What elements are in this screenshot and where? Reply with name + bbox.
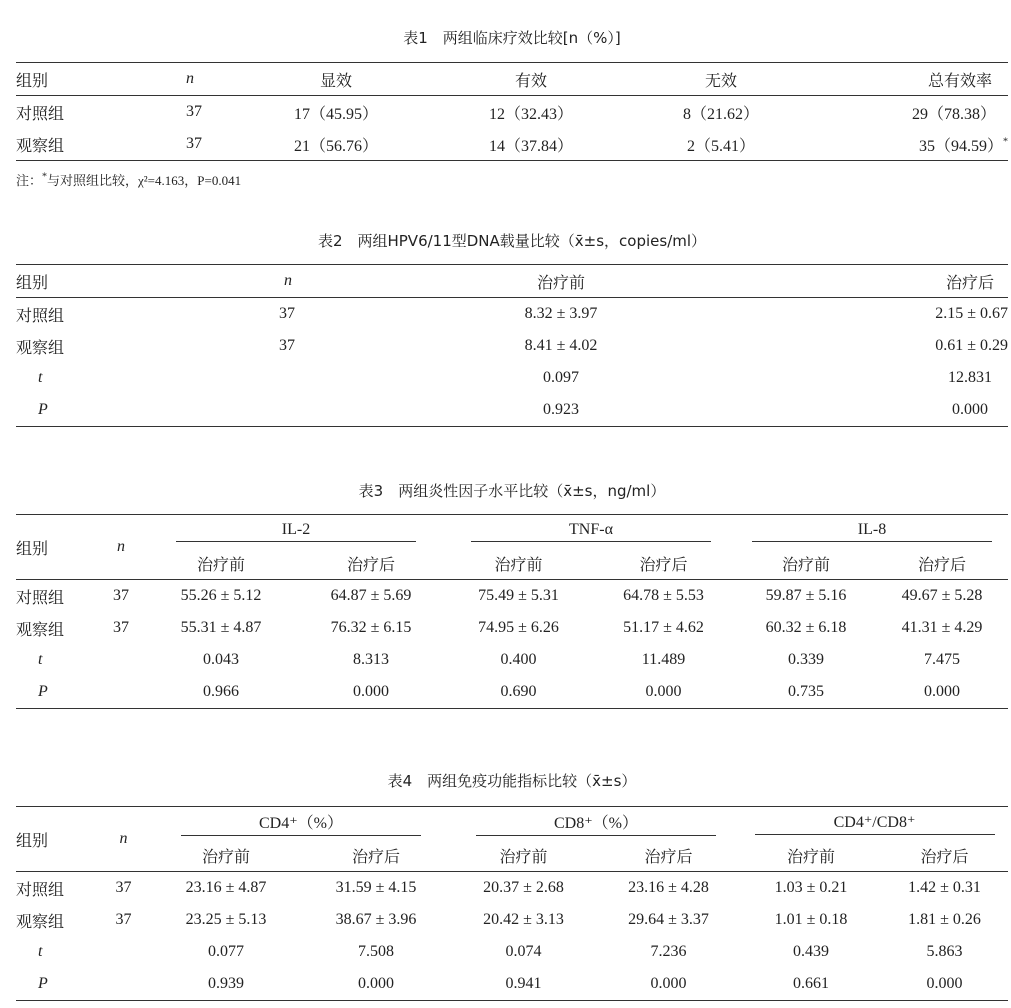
table-row xyxy=(16,394,1008,427)
group-label: CD4⁺（%） xyxy=(181,810,421,836)
sub-header: 治疗后 xyxy=(876,547,1008,580)
table-cell: t xyxy=(38,943,43,960)
sub-header: 治疗前 xyxy=(146,547,296,580)
col-header: 组别 xyxy=(16,63,146,96)
table-cell: 0.043 xyxy=(203,651,239,668)
table-cell: 55.26 ± 5.12 xyxy=(180,587,262,604)
table-row xyxy=(16,904,1008,936)
table-cell: 64.87 ± 5.69 xyxy=(330,587,412,604)
table-cell: 12.831 xyxy=(948,369,992,386)
table-cell: 37 xyxy=(115,911,132,928)
table-row xyxy=(16,330,1008,362)
sub-header: 治疗前 xyxy=(741,839,881,872)
table-cell: 51.17 ± 4.62 xyxy=(623,619,704,636)
table-cell: 7.508 xyxy=(358,943,394,960)
table1-note xyxy=(16,170,241,189)
table-cell xyxy=(96,968,151,1001)
table-cell: 0.000 xyxy=(358,975,394,992)
sub-header: 治疗前 xyxy=(151,839,301,872)
table4 xyxy=(16,806,1008,1001)
table-cell: 0.339 xyxy=(788,651,824,668)
table-subheader-row xyxy=(16,839,1008,872)
note-mark: * xyxy=(42,171,48,183)
table-cell: 0.077 xyxy=(208,943,244,960)
table-header-row xyxy=(16,807,1008,840)
table-cell: 59.87 ± 5.16 xyxy=(765,587,847,604)
table-cell: 55.31 ± 4.87 xyxy=(180,619,262,636)
table-row xyxy=(16,298,1008,331)
table1 xyxy=(16,62,1008,161)
col-header: n xyxy=(246,265,366,298)
table-cell: 0.939 xyxy=(208,975,244,992)
table-cell: 14（37.84） xyxy=(436,128,626,161)
table-cell: 37 xyxy=(279,305,295,322)
table3-caption: 表3 两组炎性因子水平比较（x̄±s，ng/ml） xyxy=(358,482,666,500)
table-cell: 0.941 xyxy=(505,975,542,992)
table3 xyxy=(16,514,1008,709)
table-cell: 75.49 ± 5.31 xyxy=(478,587,559,604)
table-cell xyxy=(816,128,1008,161)
sub-header: 治疗前 xyxy=(451,839,596,872)
col-header: n xyxy=(96,807,151,872)
table-cell: 8（21.62） xyxy=(682,105,759,123)
table-cell: 38.67 ± 3.96 xyxy=(335,911,417,928)
col-group-header xyxy=(736,515,1008,548)
table-cell: 0.097 xyxy=(543,369,579,386)
table-cell: P xyxy=(38,683,48,700)
table-cell: 21（56.76） xyxy=(236,128,436,161)
table-cell: 0.439 xyxy=(793,943,829,960)
table-cell: 23.16 ± 4.28 xyxy=(628,879,709,896)
table-cell: 0.690 xyxy=(500,683,537,700)
table-cell: 2.15 ± 0.67 xyxy=(935,305,1008,322)
sub-header: 治疗后 xyxy=(881,839,1008,872)
table-cell: 对照组 xyxy=(16,879,65,899)
col-group-header xyxy=(151,807,451,840)
table-cell: 29（78.38） xyxy=(911,105,996,123)
table-row xyxy=(16,580,1008,613)
table-cell: 37 xyxy=(146,128,236,161)
significance-mark: * xyxy=(1003,136,1008,148)
table-cell: 观察组 xyxy=(16,128,146,161)
table-cell: 1.42 ± 0.31 xyxy=(908,879,981,896)
table-header-row xyxy=(16,515,1008,548)
table-header-row xyxy=(16,63,1008,96)
table-cell: 74.95 ± 6.26 xyxy=(478,619,559,636)
sub-header: 治疗后 xyxy=(301,839,451,872)
table-cell: 37 xyxy=(113,587,129,604)
table-cell: 17（45.95） xyxy=(293,105,378,123)
group-label: CD4⁺/CD8⁺ xyxy=(755,812,995,835)
table-row xyxy=(16,612,1008,644)
table-cell xyxy=(96,936,151,968)
table-cell: 7.236 xyxy=(650,943,687,960)
table-cell: 2（5.41） xyxy=(626,128,816,161)
table-cell: 37 xyxy=(279,337,295,354)
table-cell: 76.32 ± 6.15 xyxy=(330,619,412,636)
table-cell: t xyxy=(38,651,43,668)
table-cell: 0.000 xyxy=(924,683,960,700)
table-cell: 29.64 ± 3.37 xyxy=(628,911,709,928)
table-cell: 41.31 ± 4.29 xyxy=(901,619,983,636)
table-cell: 0.000 xyxy=(952,401,988,418)
table-cell: 31.59 ± 4.15 xyxy=(335,879,417,896)
table-cell: 23.25 ± 5.13 xyxy=(185,911,267,928)
table-header-row xyxy=(16,265,1008,298)
note-prefix: 注： xyxy=(16,173,43,188)
group-label: TNF-α xyxy=(471,521,711,542)
table-cell: 0.735 xyxy=(788,683,824,700)
table-cell: 0.966 xyxy=(203,683,239,700)
table-cell xyxy=(96,644,146,676)
table-cell: 49.67 ± 5.28 xyxy=(901,587,983,604)
col-header: 有效 xyxy=(436,63,626,96)
note-text: 与对照组比较，χ²=4.163，P=0.041 xyxy=(47,173,242,188)
table-cell: 37 xyxy=(186,103,202,120)
table-cell: 20.37 ± 2.68 xyxy=(483,879,564,896)
table-cell: 8.313 xyxy=(353,651,389,668)
sub-header: 治疗后 xyxy=(591,547,736,580)
table-row xyxy=(16,936,1008,968)
col-header: n xyxy=(146,63,236,96)
table-cell: 对照组 xyxy=(16,305,65,325)
col-header: 总有效率 xyxy=(816,63,1008,96)
sub-header: 治疗后 xyxy=(296,547,446,580)
col-header: 显效 xyxy=(236,63,436,96)
table-cell xyxy=(246,394,366,427)
table1-caption: 表1 两组临床疗效比较[n（%）] xyxy=(403,29,621,47)
table-cell: 0.661 xyxy=(793,975,829,992)
table-cell: 20.42 ± 3.13 xyxy=(483,911,564,928)
sub-header: 治疗前 xyxy=(446,547,591,580)
table-row xyxy=(16,128,1008,161)
table-row xyxy=(16,644,1008,676)
table-cell: 1.81 ± 0.26 xyxy=(908,911,981,928)
table-cell: 0.923 xyxy=(543,401,579,418)
table-subheader-row xyxy=(16,547,1008,580)
table-cell: 对照组 xyxy=(16,587,65,607)
table4-caption: 表4 两组免疫功能指标比较（x̄±s） xyxy=(387,772,637,790)
table-cell: 8.32 ± 3.97 xyxy=(524,305,598,322)
table-cell: 观察组 xyxy=(16,911,65,931)
col-header: 组别 xyxy=(16,515,96,580)
table-cell: 8.41 ± 4.02 xyxy=(524,337,598,354)
table-cell: 观察组 xyxy=(16,337,65,357)
table-cell: 5.863 xyxy=(926,943,963,960)
table-cell: 0.400 xyxy=(500,651,537,668)
table-cell: 0.61 ± 0.29 xyxy=(935,337,1008,354)
table-cell: 0.000 xyxy=(645,683,682,700)
table2-caption: 表2 两组HPV6/11型DNA载量比较（x̄±s，copies/ml） xyxy=(317,232,707,250)
table-row xyxy=(16,362,1008,394)
table-cell: 对照组 xyxy=(16,103,65,123)
table-row xyxy=(16,676,1008,709)
col-header: 治疗后 xyxy=(826,265,1008,298)
col-header: n xyxy=(96,515,146,580)
table-cell: 11.489 xyxy=(641,651,686,668)
table2 xyxy=(16,264,1008,427)
table-cell: 23.16 ± 4.87 xyxy=(185,879,267,896)
table-cell: 60.32 ± 6.18 xyxy=(765,619,847,636)
col-header: 组别 xyxy=(16,265,246,298)
col-group-header xyxy=(446,515,736,548)
table-cell: 0.000 xyxy=(353,683,389,700)
group-label: IL-2 xyxy=(176,521,416,542)
table-cell: 64.78 ± 5.53 xyxy=(623,587,704,604)
table-cell: 0.000 xyxy=(650,975,687,992)
sub-header: 治疗前 xyxy=(736,547,876,580)
table-cell xyxy=(246,362,366,394)
col-header: 治疗前 xyxy=(366,265,826,298)
table-row xyxy=(16,968,1008,1001)
table-cell: 7.475 xyxy=(924,651,960,668)
table-cell: 1.03 ± 0.21 xyxy=(774,879,848,896)
table-row xyxy=(16,96,1008,129)
table-cell: 0.074 xyxy=(505,943,542,960)
table-cell xyxy=(96,676,146,709)
col-group-header xyxy=(741,807,1008,840)
table-cell-value: 35（94.59） xyxy=(918,137,1003,155)
table-row xyxy=(16,872,1008,905)
sub-header: 治疗后 xyxy=(596,839,741,872)
table-cell: 观察组 xyxy=(16,619,65,639)
col-header: 无效 xyxy=(626,63,816,96)
table-cell: P xyxy=(38,975,48,992)
table-cell: 12（32.43） xyxy=(488,105,573,123)
table-cell: 1.01 ± 0.18 xyxy=(774,911,848,928)
table-cell: 37 xyxy=(113,619,129,636)
col-group-header xyxy=(146,515,446,548)
table-cell: 0.000 xyxy=(926,975,963,992)
table-cell: P xyxy=(38,401,48,418)
col-header: 组别 xyxy=(16,807,96,872)
table-cell: t xyxy=(38,369,43,386)
table-cell: 37 xyxy=(115,879,132,896)
group-label: IL-8 xyxy=(752,521,992,542)
group-label: CD8⁺（%） xyxy=(476,810,716,836)
col-group-header xyxy=(451,807,741,840)
